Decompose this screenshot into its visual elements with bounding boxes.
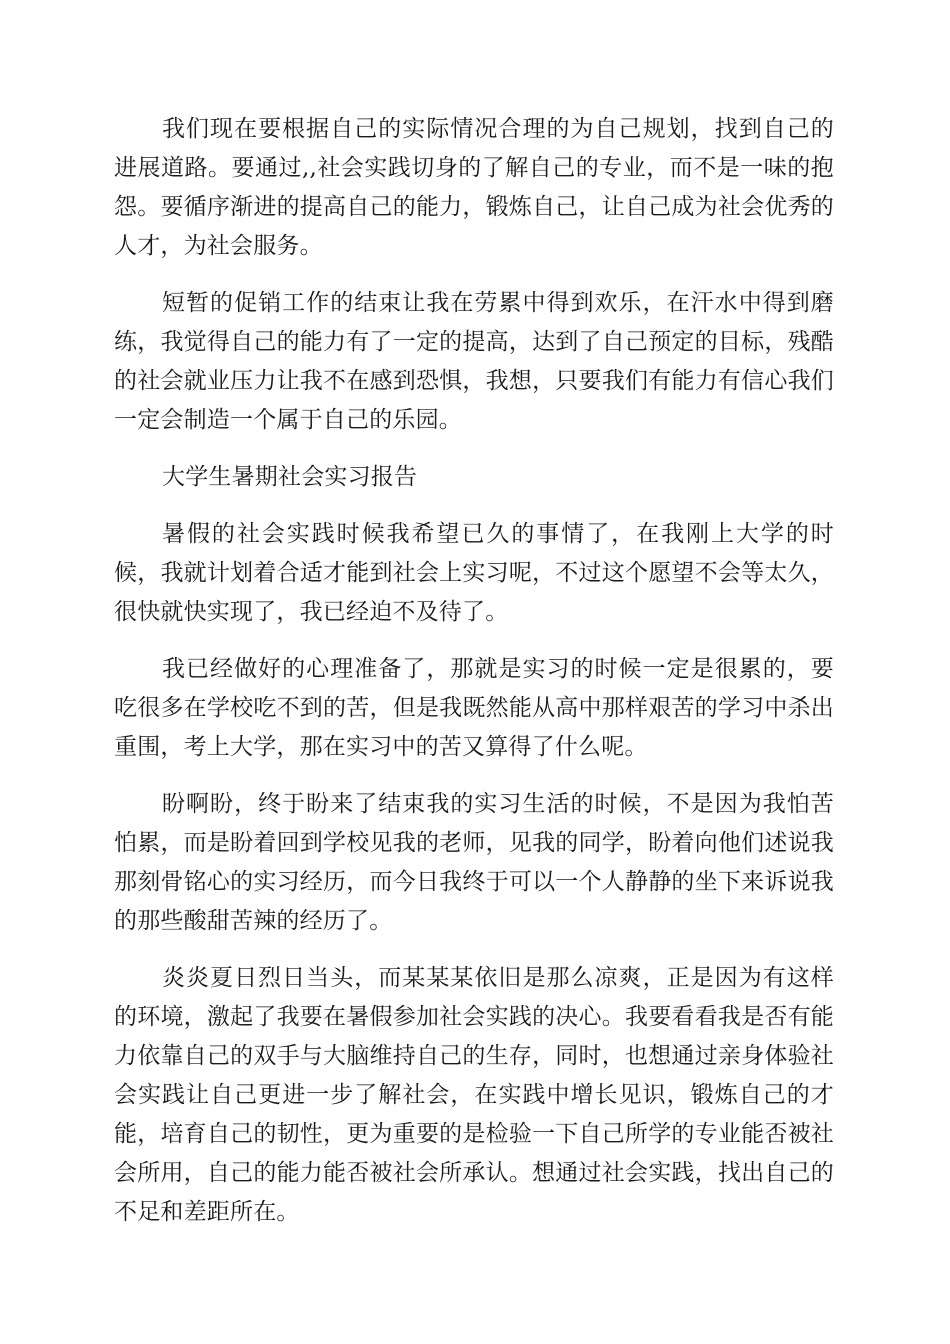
paragraph-promotion-work-end: 短暂的促销工作的结束让我在劳累中得到欢乐，在汗水中得到磨练，我觉得自己的能力有了一定的提高，达到了自己预定的目标，残酷的社会就业压力让我不在感到恐惧，我想，只要我们有能力有信心我们一定会制造一个属于自己的乐园。 xyxy=(114,290,834,433)
paragraph-mental-preparation: 我已经做好的心理准备了，那就是实习的时候一定是很累的，要吃很多在学校吃不到的苦，但是我既然能从高中那样艰苦的学习中杀出重围，考上大学，那在实习中的苦又算得了什么呢。 xyxy=(114,656,834,760)
section-title: 大学生暑期社会实习报告 xyxy=(162,464,418,490)
document-body xyxy=(114,110,834,1250)
paragraph-summer-practice-wish: 暑假的社会实践时候我希望已久的事情了，在我刚上大学的时候，我就计划着合适才能到社会上实习呢，不过这个愿望不会等太久，很快就快实现了，我已经迫不及待了。 xyxy=(114,521,834,625)
paragraph-summer-motivation: 炎炎夏日烈日当头，而某某某依旧是那么凉爽，正是因为有这样的环境，激起了我要在暑假参加社会实践的决心。我要看看我是否有能力依靠自己的双手与大脑维持自己的生存，同时，也想通过亲身体验社会实践让自己更进一步了解社会，在实践中增长见识，锻炼自己的才能，培育自己的韧性，更为重要的是检验一下自己所学的专业能否被社会所用，自己的能力能否被社会所承认。想通过社会实践，找出自己的不足和差距所在。 xyxy=(114,965,834,1225)
paragraph-end-of-internship: 盼啊盼，终于盼来了结束我的实习生活的时候，不是因为我怕苦怕累，而是盼着回到学校见我的老师，见我的同学，盼着向他们述说我那刻骨铭心的实习经历，而今日我终于可以一个人静静的坐下来诉说我的那些酸甜苦辣的经历了。 xyxy=(114,791,834,934)
paragraph-self-planning: 我们现在要根据自己的实际情况合理的为自己规划，找到自己的进展道路。要通过,,社会实践切身的了解自己的专业，而不是一味的抱怨。要循序渐进的提高自己的能力，锻炼自己，让自己成为社会优秀的人才，为社会服务。 xyxy=(114,116,834,259)
